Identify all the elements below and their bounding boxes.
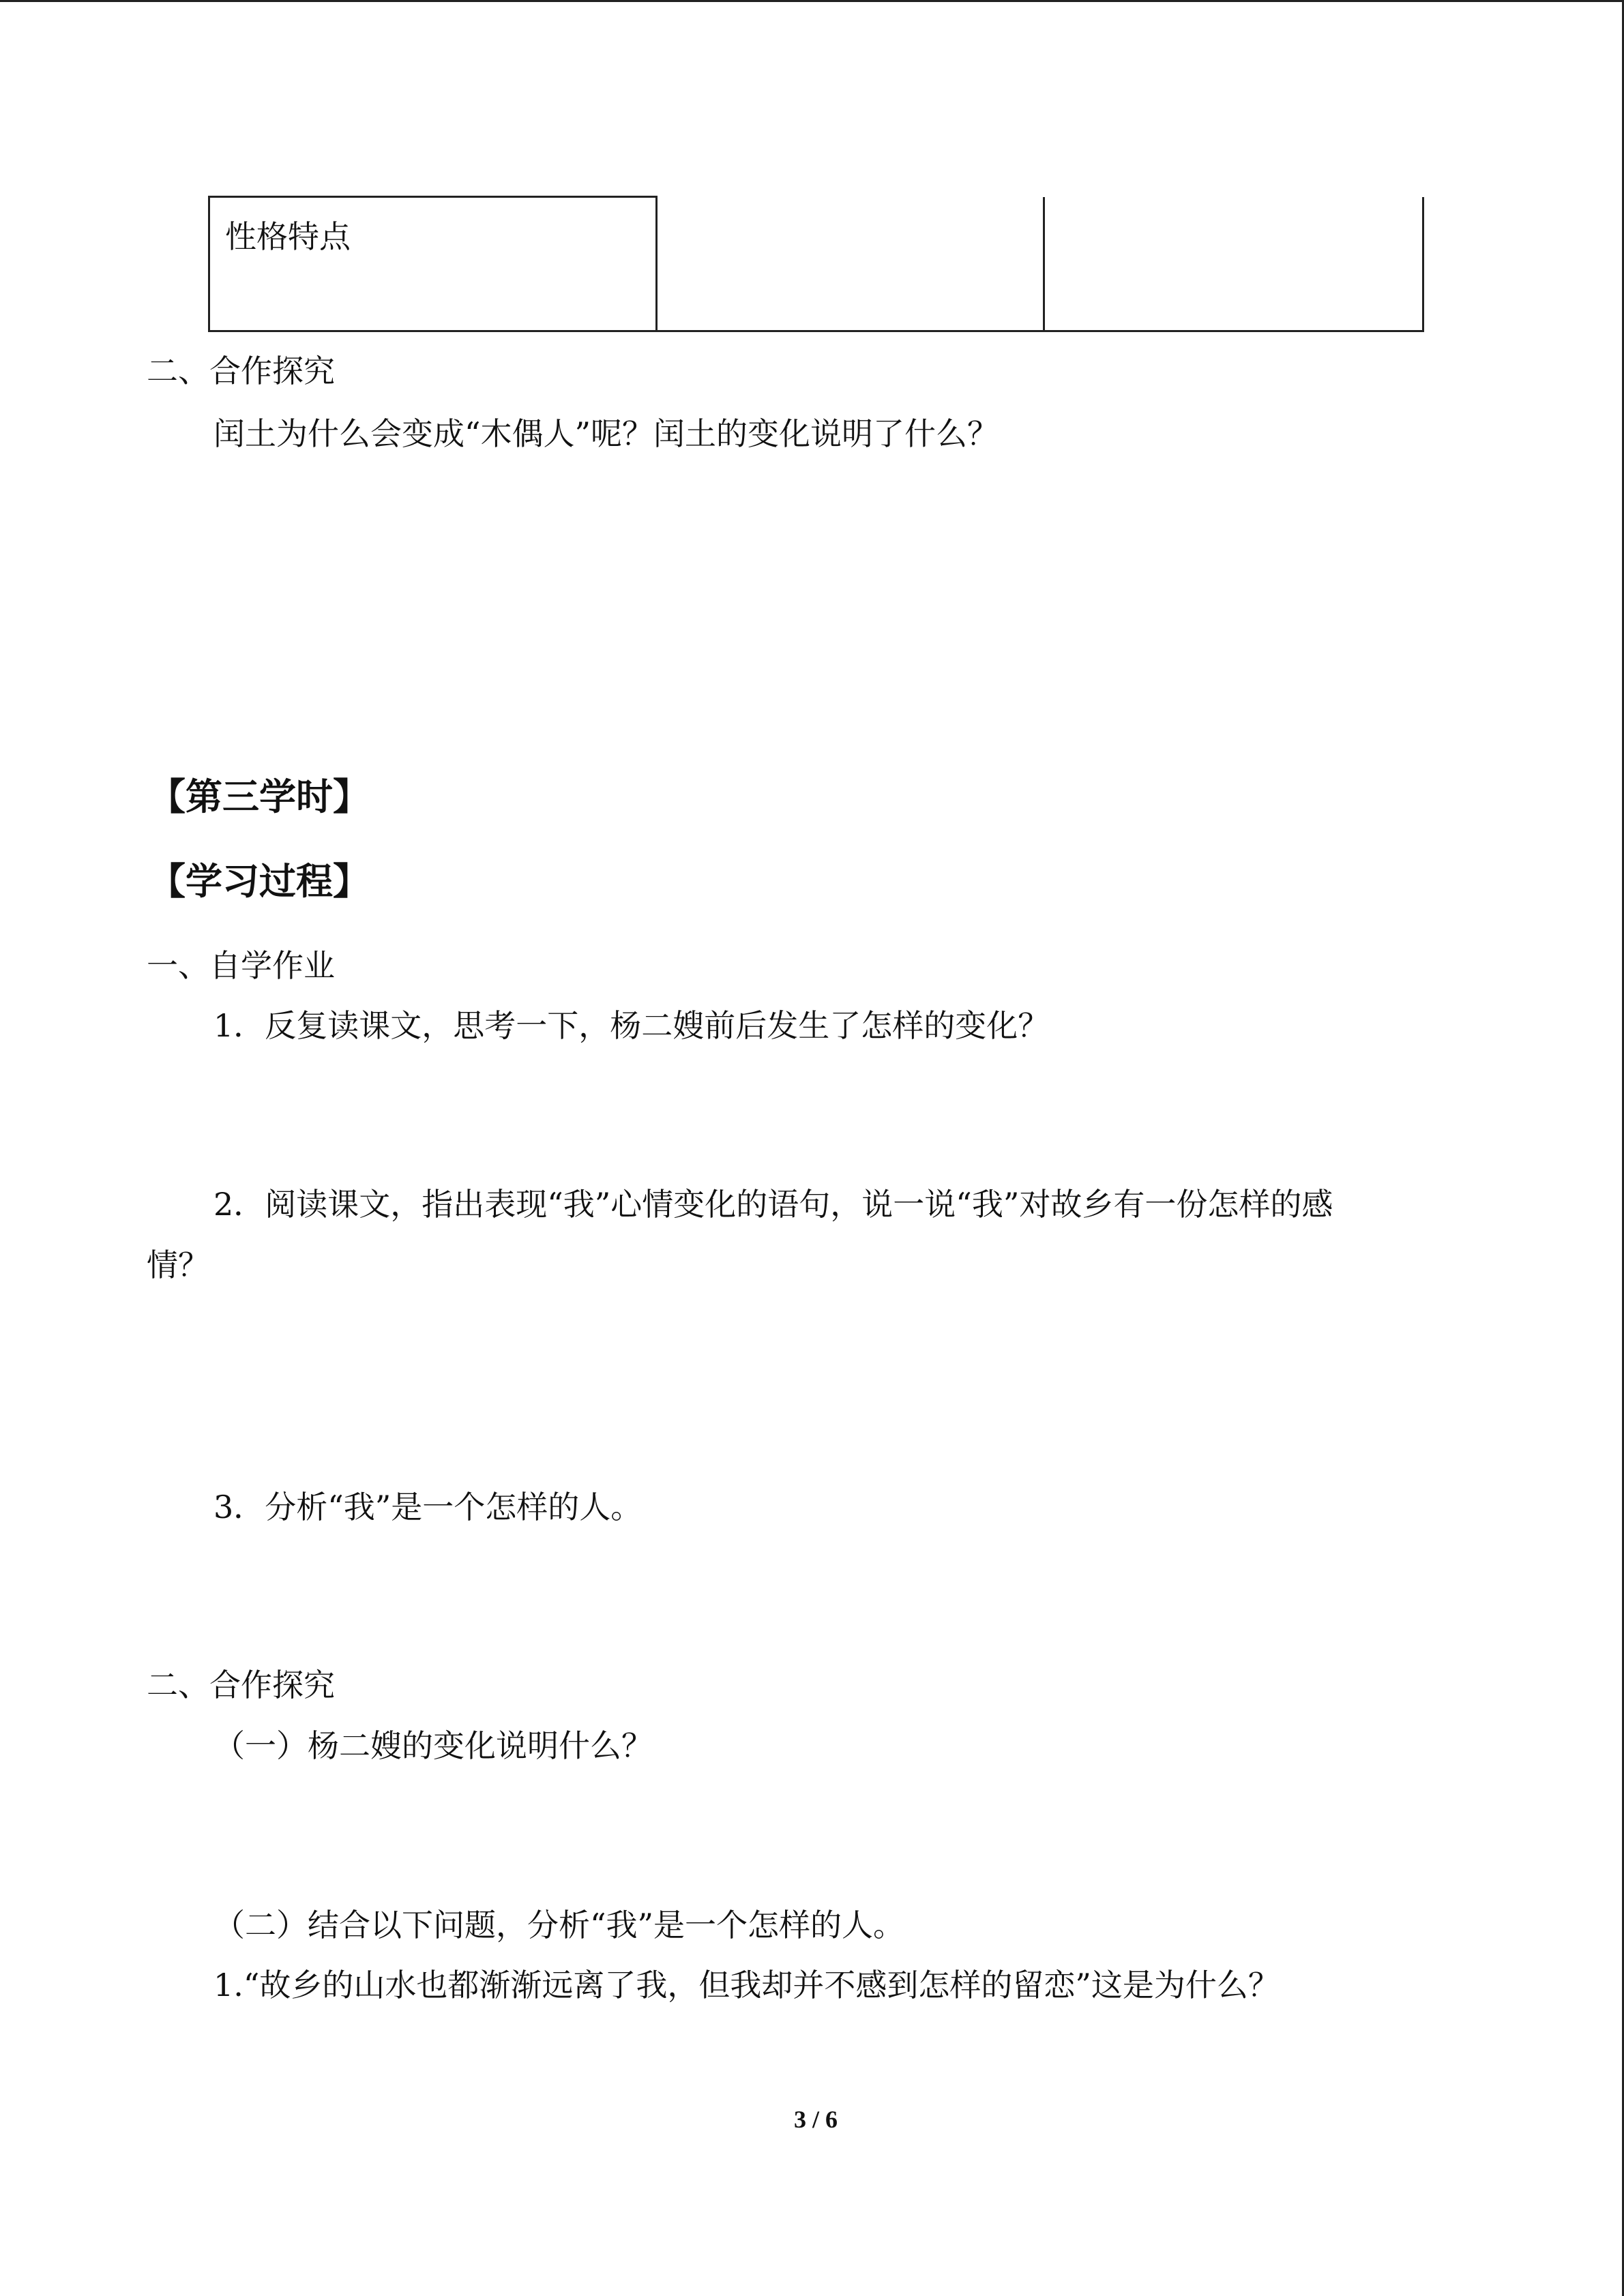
sub-question-1: （一）杨二嫂的变化说明什么？ [213,1727,653,1764]
section-heading-cooperate-1: 二、合作探究 [147,353,335,389]
question-2-line-2: 情？ [147,1247,209,1283]
table-cell-label [209,197,657,331]
question-1: 1．反复读课文，思考一下，杨二嫂前后发生了怎样的变化？ [213,1007,1050,1044]
question-2-line-1: 2．阅读课文，指出表现“我”心情变化的语句，说一说“我”对故乡有一份怎样的感 [213,1186,1333,1223]
question-3: 3．分析“我”是一个怎样的人。 [213,1489,643,1525]
section-heading-cooperate-2: 二、合作探究 [147,1667,335,1703]
page-border-top [0,0,1624,2]
lesson-three-title: 【第三学时】 [149,775,370,818]
question-runtu: 闰土为什么会变成“木偶人”呢？闰土的变化说明了什么？ [213,415,999,452]
table-row [209,197,1423,331]
table-cell-answer-2 [1044,197,1423,331]
section-heading-self-study: 一、自学作业 [147,947,335,984]
page-number: 3 / 6 [794,2106,838,2133]
sub-question-2: （二）结合以下问题，分析“我”是一个怎样的人。 [213,1907,905,1943]
sub-question-2-item-1: 1.“故乡的山水也都渐渐远离了我，但我却并不感到怎样的留恋”这是为什么？ [213,1967,1280,2003]
character-traits-table [208,196,1424,332]
table-cell-answer-1 [657,197,1044,331]
learning-process-title: 【学习过程】 [149,860,370,903]
row-label-personality: 性格特点 [225,218,351,255]
